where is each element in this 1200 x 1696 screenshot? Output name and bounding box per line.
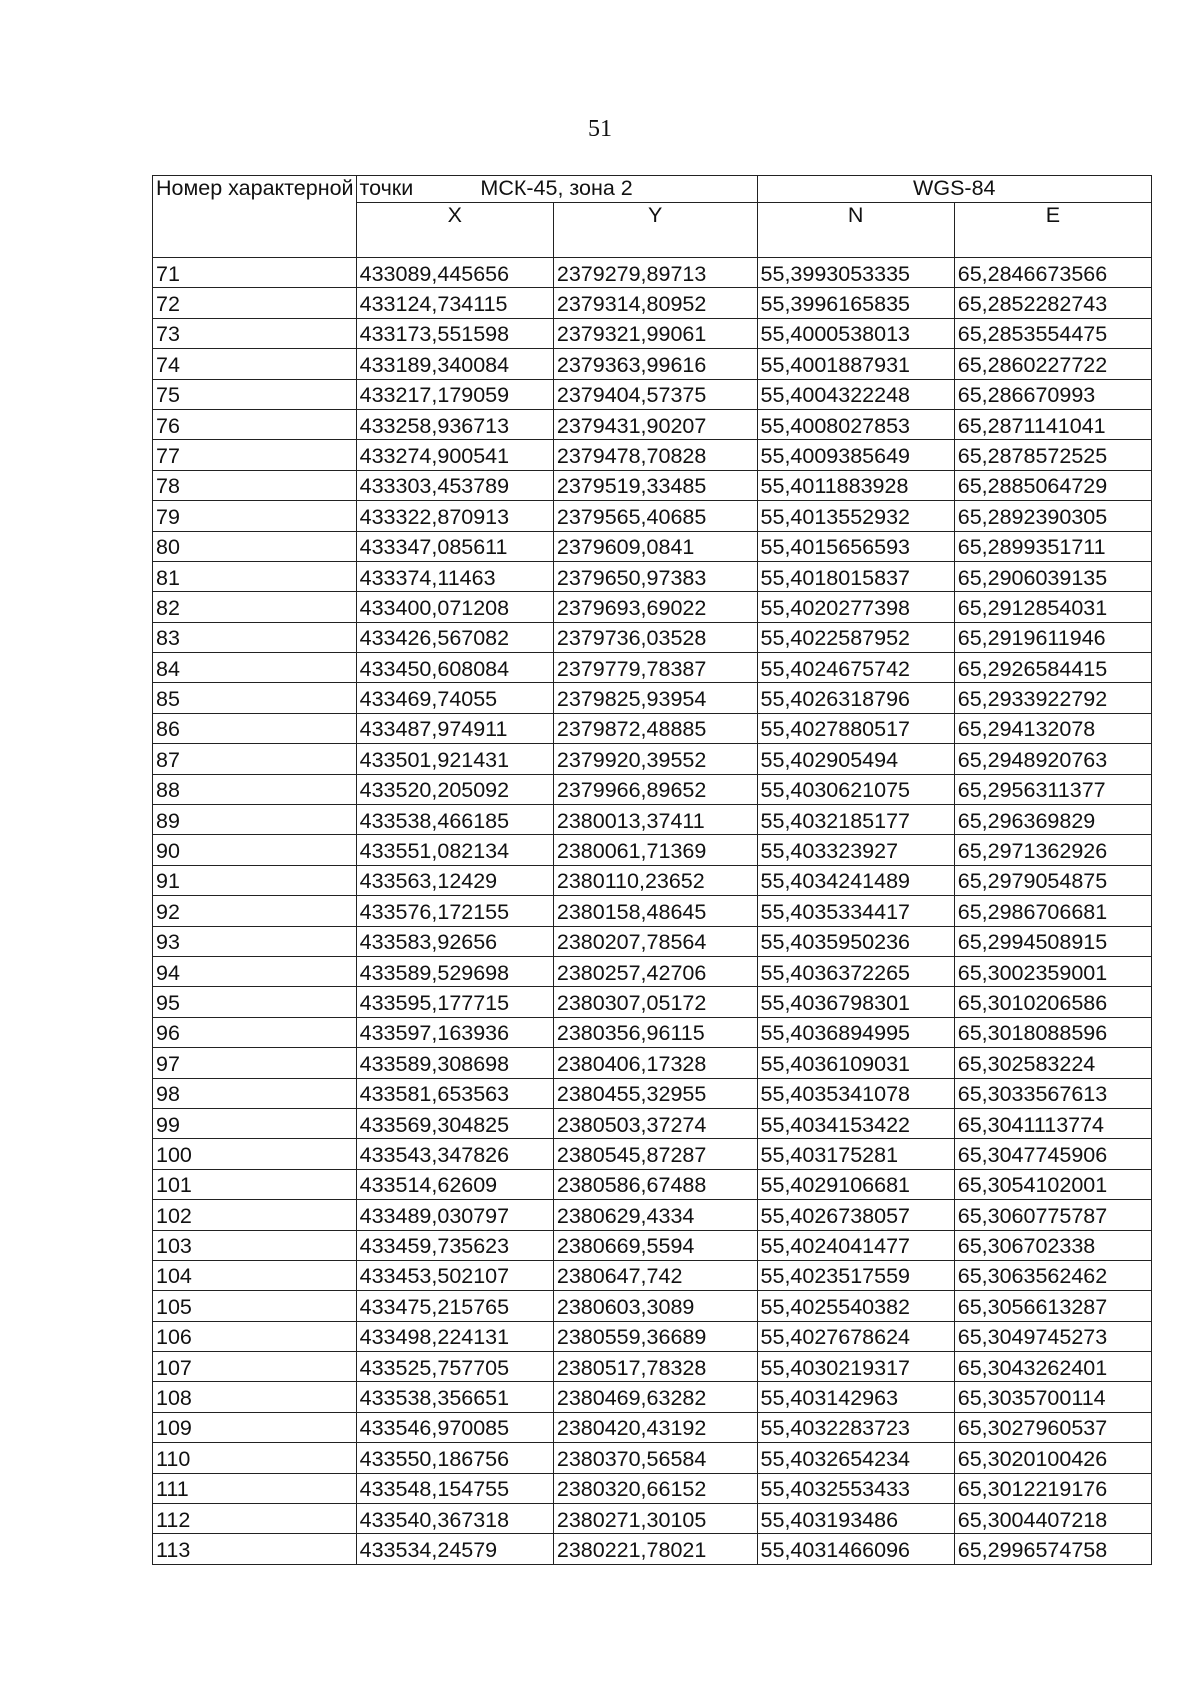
table-row [153, 744, 1152, 774]
cell-point-number: 80 [153, 531, 357, 561]
cell-n: 55,4008027853 [757, 409, 954, 439]
table-body [153, 258, 1152, 1565]
cell-n: 55,4032185177 [757, 805, 954, 835]
cell-x: 433258,936713 [356, 409, 553, 439]
cell-e: 65,2956311377 [954, 774, 1151, 804]
table-row [153, 1048, 1152, 1078]
cell-n: 55,4013552932 [757, 501, 954, 531]
cell-point-number: 94 [153, 956, 357, 986]
cell-y: 2380221,78021 [553, 1534, 757, 1564]
cell-n: 55,4036372265 [757, 956, 954, 986]
table-row [153, 379, 1152, 409]
cell-e: 65,3002359001 [954, 956, 1151, 986]
cell-point-number: 97 [153, 1048, 357, 1078]
cell-y: 2380257,42706 [553, 956, 757, 986]
cell-e: 65,3020100426 [954, 1443, 1151, 1473]
cell-x: 433538,466185 [356, 805, 553, 835]
table-row [153, 896, 1152, 926]
cell-x: 433543,347826 [356, 1139, 553, 1169]
cell-n: 55,4035950236 [757, 926, 954, 956]
cell-x: 433520,205092 [356, 774, 553, 804]
cell-n: 55,4029106681 [757, 1169, 954, 1199]
cell-point-number: 110 [153, 1443, 357, 1473]
cell-point-number: 89 [153, 805, 357, 835]
table-row [153, 865, 1152, 895]
cell-x: 433581,653563 [356, 1078, 553, 1108]
cell-x: 433501,921431 [356, 744, 553, 774]
table-row [153, 1534, 1152, 1564]
cell-x: 433563,12429 [356, 865, 553, 895]
cell-point-number: 100 [153, 1139, 357, 1169]
cell-e: 65,2971362926 [954, 835, 1151, 865]
cell-point-number: 88 [153, 774, 357, 804]
cell-y: 2380320,66152 [553, 1473, 757, 1503]
cell-n: 55,4030219317 [757, 1352, 954, 1382]
cell-y: 2380110,23652 [553, 865, 757, 895]
cell-y: 2379650,97383 [553, 561, 757, 591]
cell-point-number: 112 [153, 1504, 357, 1534]
cell-x: 433498,224131 [356, 1321, 553, 1351]
cell-y: 2379363,99616 [553, 349, 757, 379]
table-row [153, 1504, 1152, 1534]
table-row [153, 1169, 1152, 1199]
cell-y: 2380455,32955 [553, 1078, 757, 1108]
cell-point-number: 87 [153, 744, 357, 774]
cell-e: 65,296369829 [954, 805, 1151, 835]
cell-y: 2380356,96115 [553, 1017, 757, 1047]
cell-n: 55,4024675742 [757, 653, 954, 683]
cell-n: 55,4009385649 [757, 440, 954, 470]
cell-x: 433597,163936 [356, 1017, 553, 1047]
cell-x: 433569,304825 [356, 1108, 553, 1138]
cell-y: 2379872,48885 [553, 713, 757, 743]
cell-n: 55,4020277398 [757, 592, 954, 622]
cell-e: 65,3010206586 [954, 987, 1151, 1017]
header-row-groups [153, 176, 1152, 203]
cell-e: 65,294132078 [954, 713, 1151, 743]
cell-n: 55,4027880517 [757, 713, 954, 743]
cell-e: 65,2860227722 [954, 349, 1151, 379]
table-row [153, 1230, 1152, 1260]
cell-y: 2379966,89652 [553, 774, 757, 804]
table-row [153, 440, 1152, 470]
cell-point-number: 101 [153, 1169, 357, 1199]
cell-e: 65,3063562462 [954, 1260, 1151, 1290]
cell-x: 433489,030797 [356, 1200, 553, 1230]
cell-point-number: 108 [153, 1382, 357, 1412]
cell-n: 55,4031466096 [757, 1534, 954, 1564]
cell-y: 2379565,40685 [553, 501, 757, 531]
cell-n: 55,4034241489 [757, 865, 954, 895]
cell-n: 55,4023517559 [757, 1260, 954, 1290]
cell-y: 2379431,90207 [553, 409, 757, 439]
header-x: X [356, 203, 553, 258]
cell-n: 55,4015656593 [757, 531, 954, 561]
cell-y: 2380061,71369 [553, 835, 757, 865]
cell-y: 2380545,87287 [553, 1139, 757, 1169]
cell-point-number: 72 [153, 288, 357, 318]
cell-point-number: 84 [153, 653, 357, 683]
cell-x: 433475,215765 [356, 1291, 553, 1321]
cell-point-number: 86 [153, 713, 357, 743]
table-row [153, 1473, 1152, 1503]
cell-x: 433469,74055 [356, 683, 553, 713]
cell-y: 2380370,56584 [553, 1443, 757, 1473]
cell-n: 55,4025540382 [757, 1291, 954, 1321]
table-row [153, 1321, 1152, 1351]
table-row [153, 470, 1152, 500]
cell-point-number: 71 [153, 258, 357, 288]
cell-n: 55,403175281 [757, 1139, 954, 1169]
cell-n: 55,4022587952 [757, 622, 954, 652]
table-row [153, 713, 1152, 743]
cell-y: 2379279,89713 [553, 258, 757, 288]
table-row [153, 1108, 1152, 1138]
cell-x: 433514,62609 [356, 1169, 553, 1199]
cell-y: 2380559,36689 [553, 1321, 757, 1351]
cell-e: 65,2986706681 [954, 896, 1151, 926]
table-row [153, 318, 1152, 348]
cell-point-number: 81 [153, 561, 357, 591]
cell-x: 433124,734115 [356, 288, 553, 318]
cell-point-number: 76 [153, 409, 357, 439]
cell-n: 55,4032654234 [757, 1443, 954, 1473]
cell-e: 65,2892390305 [954, 501, 1151, 531]
page-number: 51 [588, 116, 612, 142]
table-row [153, 592, 1152, 622]
table-row [153, 409, 1152, 439]
cell-y: 2379478,70828 [553, 440, 757, 470]
cell-y: 2379736,03528 [553, 622, 757, 652]
cell-e: 65,286670993 [954, 379, 1151, 409]
cell-e: 65,2994508915 [954, 926, 1151, 956]
cell-y: 2379609,0841 [553, 531, 757, 561]
cell-y: 2380307,05172 [553, 987, 757, 1017]
cell-point-number: 82 [153, 592, 357, 622]
cell-n: 55,4001887931 [757, 349, 954, 379]
cell-x: 433459,735623 [356, 1230, 553, 1260]
cell-n: 55,3996165835 [757, 288, 954, 318]
cell-n: 55,4032553433 [757, 1473, 954, 1503]
cell-y: 2379321,99061 [553, 318, 757, 348]
cell-x: 433322,870913 [356, 501, 553, 531]
cell-n: 55,4026318796 [757, 683, 954, 713]
header-msk-45-zone-2: МСК-45, зона 2 [356, 176, 757, 203]
cell-point-number: 90 [153, 835, 357, 865]
cell-e: 65,2933922792 [954, 683, 1151, 713]
cell-e: 65,2926584415 [954, 653, 1151, 683]
cell-x: 433525,757705 [356, 1352, 553, 1382]
cell-point-number: 73 [153, 318, 357, 348]
table-row [153, 531, 1152, 561]
table-row [153, 1078, 1152, 1108]
cell-point-number: 99 [153, 1108, 357, 1138]
cell-y: 2379314,80952 [553, 288, 757, 318]
cell-e: 65,2871141041 [954, 409, 1151, 439]
cell-x: 433548,154755 [356, 1473, 553, 1503]
cell-y: 2380603,3089 [553, 1291, 757, 1321]
cell-e: 65,3012219176 [954, 1473, 1151, 1503]
cell-e: 65,2885064729 [954, 470, 1151, 500]
cell-e: 65,2906039135 [954, 561, 1151, 591]
cell-point-number: 77 [153, 440, 357, 470]
table-row [153, 683, 1152, 713]
cell-x: 433374,11463 [356, 561, 553, 591]
table-row [153, 956, 1152, 986]
cell-n: 55,4036894995 [757, 1017, 954, 1047]
cell-y: 2380629,4334 [553, 1200, 757, 1230]
cell-e: 65,2979054875 [954, 865, 1151, 895]
cell-n: 55,4018015837 [757, 561, 954, 591]
cell-y: 2379404,57375 [553, 379, 757, 409]
cell-e: 65,2899351711 [954, 531, 1151, 561]
header-n: N [757, 203, 954, 258]
cell-x: 433540,367318 [356, 1504, 553, 1534]
table-row [153, 987, 1152, 1017]
table-row [153, 501, 1152, 531]
cell-point-number: 79 [153, 501, 357, 531]
cell-x: 433347,085611 [356, 531, 553, 561]
cell-point-number: 104 [153, 1260, 357, 1290]
header-e: E [954, 203, 1151, 258]
cell-y: 2380207,78564 [553, 926, 757, 956]
cell-x: 433583,92656 [356, 926, 553, 956]
cell-y: 2380158,48645 [553, 896, 757, 926]
cell-e: 65,3049745273 [954, 1321, 1151, 1351]
cell-point-number: 98 [153, 1078, 357, 1108]
cell-point-number: 74 [153, 349, 357, 379]
table-row [153, 1139, 1152, 1169]
table-row [153, 926, 1152, 956]
cell-y: 2379825,93954 [553, 683, 757, 713]
cell-e: 65,2948920763 [954, 744, 1151, 774]
table-row [153, 1291, 1152, 1321]
cell-x: 433487,974911 [356, 713, 553, 743]
table-row [153, 1017, 1152, 1047]
cell-e: 65,2853554475 [954, 318, 1151, 348]
cell-n: 55,4026738057 [757, 1200, 954, 1230]
cell-point-number: 91 [153, 865, 357, 895]
cell-point-number: 85 [153, 683, 357, 713]
cell-n: 55,4035334417 [757, 896, 954, 926]
cell-x: 433303,453789 [356, 470, 553, 500]
cell-x: 433546,970085 [356, 1412, 553, 1442]
cell-x: 433538,356651 [356, 1382, 553, 1412]
cell-y: 2380586,67488 [553, 1169, 757, 1199]
cell-e: 65,2919611946 [954, 622, 1151, 652]
cell-y: 2380647,742 [553, 1260, 757, 1290]
cell-x: 433534,24579 [356, 1534, 553, 1564]
cell-point-number: 103 [153, 1230, 357, 1260]
table-row [153, 1382, 1152, 1412]
cell-point-number: 105 [153, 1291, 357, 1321]
cell-point-number: 102 [153, 1200, 357, 1230]
cell-e: 65,2996574758 [954, 1534, 1151, 1564]
cell-e: 65,2912854031 [954, 592, 1151, 622]
table-row [153, 349, 1152, 379]
cell-n: 55,402905494 [757, 744, 954, 774]
cell-y: 2379693,69022 [553, 592, 757, 622]
table-row [153, 622, 1152, 652]
cell-y: 2379920,39552 [553, 744, 757, 774]
cell-y: 2380013,37411 [553, 805, 757, 835]
cell-n: 55,403323927 [757, 835, 954, 865]
coordinates-table [152, 175, 1152, 1565]
table-row [153, 1443, 1152, 1473]
cell-n: 55,4032283723 [757, 1412, 954, 1442]
cell-n: 55,4000538013 [757, 318, 954, 348]
cell-e: 65,3027960537 [954, 1412, 1151, 1442]
cell-x: 433550,186756 [356, 1443, 553, 1473]
cell-point-number: 75 [153, 379, 357, 409]
cell-n: 55,403142963 [757, 1382, 954, 1412]
cell-x: 433453,502107 [356, 1260, 553, 1290]
cell-e: 65,3041113774 [954, 1108, 1151, 1138]
cell-point-number: 113 [153, 1534, 357, 1564]
cell-point-number: 109 [153, 1412, 357, 1442]
cell-n: 55,403193486 [757, 1504, 954, 1534]
cell-e: 65,306702338 [954, 1230, 1151, 1260]
cell-e: 65,3060775787 [954, 1200, 1151, 1230]
table-row [153, 653, 1152, 683]
header-wgs-84: WGS-84 [757, 176, 1151, 203]
cell-n: 55,4035341078 [757, 1078, 954, 1108]
cell-n: 55,4024041477 [757, 1230, 954, 1260]
cell-point-number: 111 [153, 1473, 357, 1503]
cell-x: 433274,900541 [356, 440, 553, 470]
cell-x: 433189,340084 [356, 349, 553, 379]
table-row [153, 835, 1152, 865]
cell-e: 65,3056613287 [954, 1291, 1151, 1321]
cell-point-number: 83 [153, 622, 357, 652]
table-row [153, 258, 1152, 288]
cell-x: 433173,551598 [356, 318, 553, 348]
cell-x: 433589,308698 [356, 1048, 553, 1078]
cell-y: 2379519,33485 [553, 470, 757, 500]
cell-n: 55,4036109031 [757, 1048, 954, 1078]
cell-x: 433589,529698 [356, 956, 553, 986]
cell-x: 433217,179059 [356, 379, 553, 409]
cell-x: 433595,177715 [356, 987, 553, 1017]
cell-e: 65,2846673566 [954, 258, 1151, 288]
table-row [153, 805, 1152, 835]
cell-e: 65,3004407218 [954, 1504, 1151, 1534]
cell-e: 65,3043262401 [954, 1352, 1151, 1382]
cell-x: 433576,172155 [356, 896, 553, 926]
cell-e: 65,3035700114 [954, 1382, 1151, 1412]
cell-n: 55,4027678624 [757, 1321, 954, 1351]
cell-y: 2380469,63282 [553, 1382, 757, 1412]
cell-n: 55,4011883928 [757, 470, 954, 500]
cell-n: 55,4034153422 [757, 1108, 954, 1138]
cell-point-number: 95 [153, 987, 357, 1017]
table-row [153, 561, 1152, 591]
cell-e: 65,2878572525 [954, 440, 1151, 470]
cell-point-number: 78 [153, 470, 357, 500]
cell-y: 2380669,5594 [553, 1230, 757, 1260]
cell-point-number: 92 [153, 896, 357, 926]
cell-point-number: 96 [153, 1017, 357, 1047]
cell-e: 65,3047745906 [954, 1139, 1151, 1169]
header-point-number: Номер характерной точки [153, 176, 357, 258]
cell-x: 433551,082134 [356, 835, 553, 865]
cell-n: 55,4036798301 [757, 987, 954, 1017]
cell-y: 2379779,78387 [553, 653, 757, 683]
table-row [153, 1260, 1152, 1290]
cell-e: 65,2852282743 [954, 288, 1151, 318]
cell-point-number: 107 [153, 1352, 357, 1382]
cell-x: 433426,567082 [356, 622, 553, 652]
table-row [153, 288, 1152, 318]
cell-y: 2380517,78328 [553, 1352, 757, 1382]
cell-y: 2380503,37274 [553, 1108, 757, 1138]
cell-x: 433450,608084 [356, 653, 553, 683]
cell-e: 65,3054102001 [954, 1169, 1151, 1199]
cell-e: 65,3018088596 [954, 1017, 1151, 1047]
cell-n: 55,4030621075 [757, 774, 954, 804]
cell-y: 2380406,17328 [553, 1048, 757, 1078]
cell-e: 65,3033567613 [954, 1078, 1151, 1108]
cell-y: 2380420,43192 [553, 1412, 757, 1442]
table-row [153, 1352, 1152, 1382]
cell-n: 55,4004322248 [757, 379, 954, 409]
cell-e: 65,302583224 [954, 1048, 1151, 1078]
header-y: Y [553, 203, 757, 258]
cell-x: 433400,071208 [356, 592, 553, 622]
table-row [153, 1412, 1152, 1442]
cell-y: 2380271,30105 [553, 1504, 757, 1534]
cell-n: 55,3993053335 [757, 258, 954, 288]
table-row [153, 1200, 1152, 1230]
cell-point-number: 106 [153, 1321, 357, 1351]
cell-point-number: 93 [153, 926, 357, 956]
table-row [153, 774, 1152, 804]
cell-x: 433089,445656 [356, 258, 553, 288]
